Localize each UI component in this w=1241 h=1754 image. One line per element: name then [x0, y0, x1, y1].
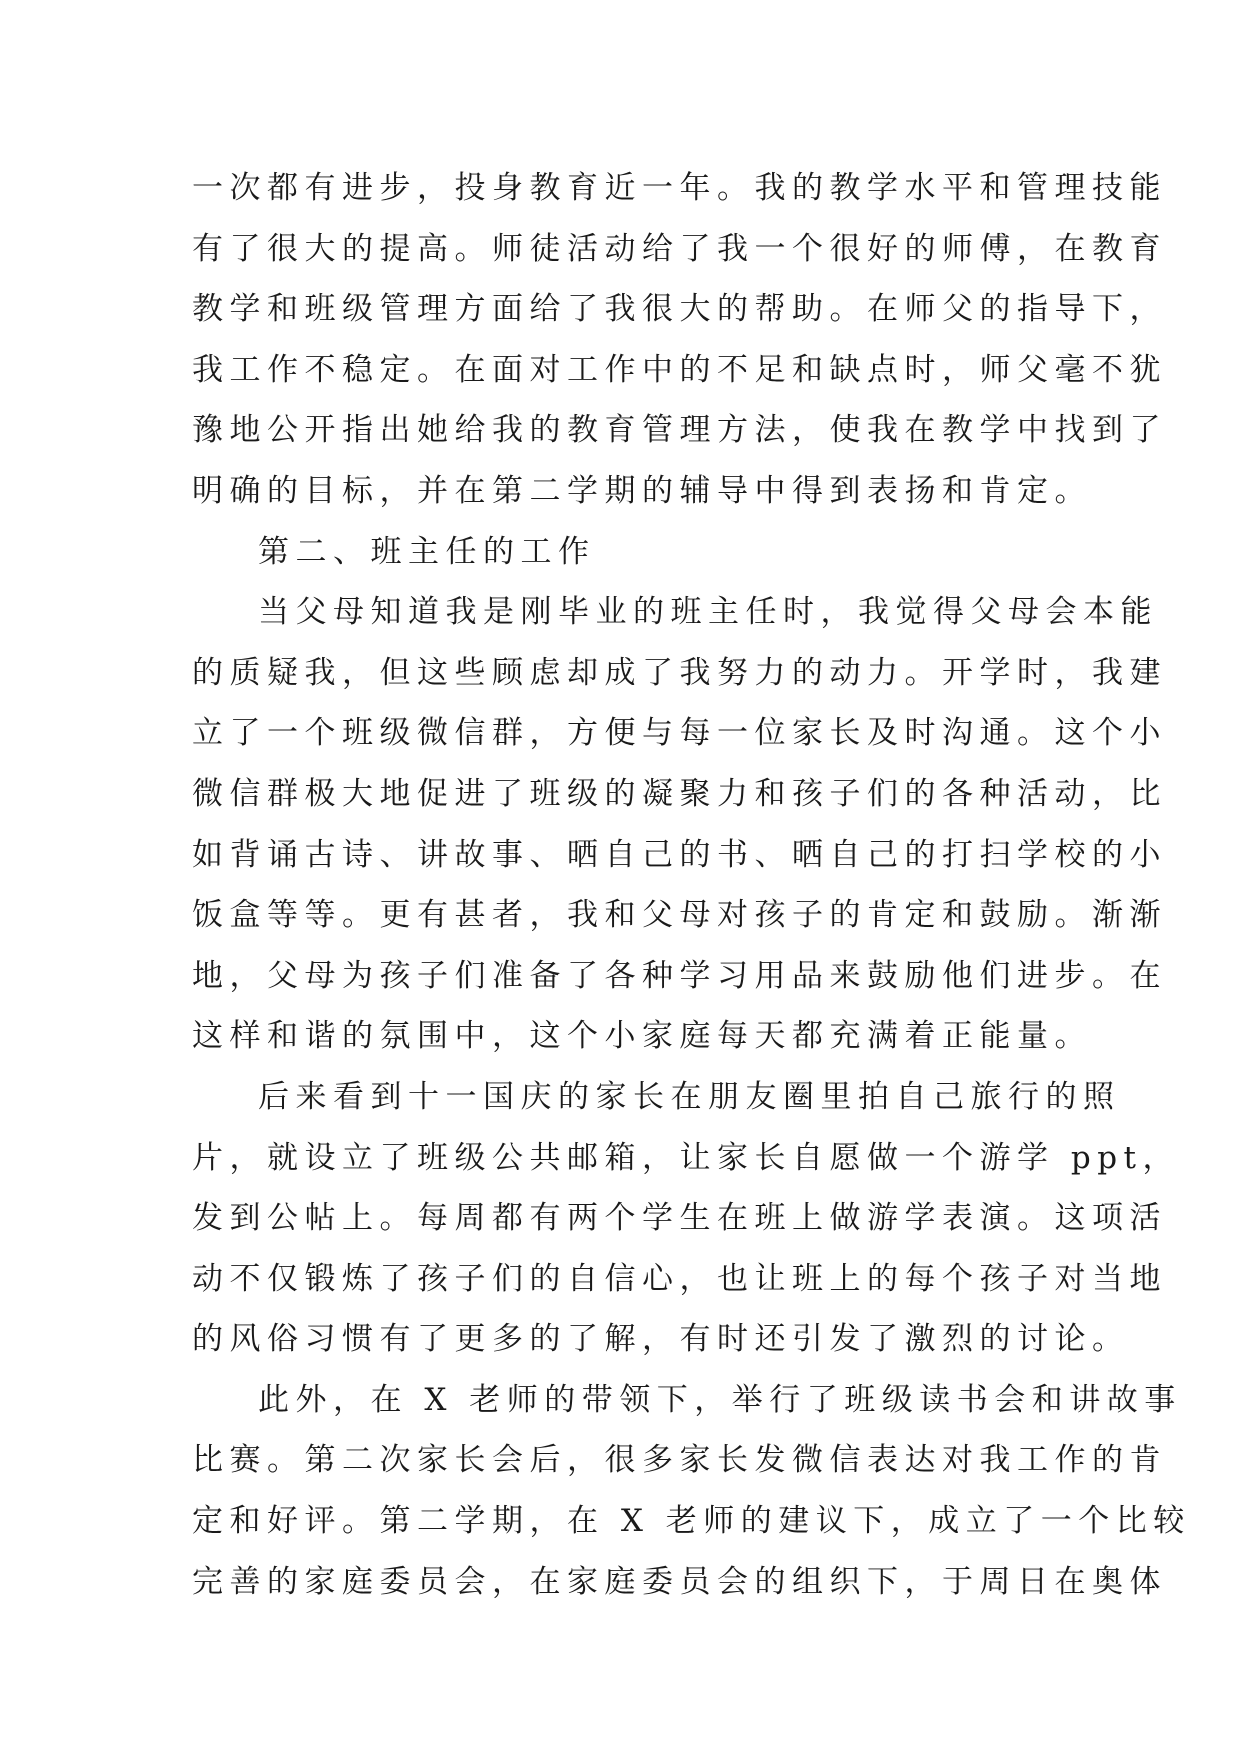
text-line: 有了很大的提高。师徒活动给了我一个很好的师傅，在教育 — [192, 230, 1167, 267]
text-line: 明确的目标，并在第二学期的辅导中得到表扬和肯定。 — [192, 472, 1092, 509]
text-line: 发到公帖上。每周都有两个学生在班上做游学表演。这项活 — [192, 1200, 1167, 1237]
text-line: 比赛。第二次家长会后，很多家长发微信表达对我工作的肯 — [192, 1442, 1167, 1479]
text-line: 完善的家庭委员会，在家庭委员会的组织下，于周日在奥体 — [192, 1563, 1167, 1600]
text-line: 后来看到十一国庆的家长在朋友圈里拍自己旅行的照 — [258, 1078, 1121, 1115]
text-line: 教学和班级管理方面给了我很大的帮助。在师父的指导下， — [192, 291, 1167, 328]
text-line: 的质疑我，但这些顾虑却成了我努力的动力。开学时，我建 — [192, 654, 1167, 691]
document-body — [192, 158, 1191, 1612]
section-heading: 第二、班主任的工作 — [258, 533, 596, 570]
text-line: 的风俗习惯有了更多的了解，有时还引发了激烈的讨论。 — [192, 1321, 1130, 1358]
text-line: 如背诵古诗、讲故事、晒自己的书、晒自己的打扫学校的小 — [192, 836, 1167, 873]
text-line: 动不仅锻炼了孩子们的自信心，也让班上的每个孩子对当地 — [192, 1260, 1167, 1297]
text-line: 豫地公开指出她给我的教育管理方法，使我在教学中找到了 — [192, 412, 1167, 449]
text-line: 当父母知道我是刚毕业的班主任时，我觉得父母会本能 — [258, 594, 1158, 631]
text-line: 片，就设立了班级公共邮箱，让家长自愿做一个游学 ppt， — [192, 1139, 1180, 1176]
text-line: 饭盒等等。更有甚者，我和父母对孩子的肯定和鼓励。渐渐 — [192, 897, 1167, 934]
text-line: 微信群极大地促进了班级的凝聚力和孩子们的各种活动，比 — [192, 775, 1167, 812]
text-line: 定和好评。第二学期，在 X 老师的建议下，成立了一个比较 — [192, 1503, 1191, 1540]
text-line: 我工作不稳定。在面对工作中的不足和缺点时，师父毫不犹 — [192, 351, 1167, 388]
text-line: 立了一个班级微信群，方便与每一位家长及时沟通。这个小 — [192, 715, 1167, 752]
text-line: 这样和谐的氛围中，这个小家庭每天都充满着正能量。 — [192, 1018, 1092, 1055]
text-line: 一次都有进步，投身教育近一年。我的教学水平和管理技能 — [192, 170, 1167, 206]
text-line: 此外，在 X 老师的带领下，举行了班级读书会和讲故事 — [258, 1381, 1182, 1418]
text-line: 地，父母为孩子们准备了各种学习用品来鼓励他们进步。在 — [192, 957, 1167, 994]
